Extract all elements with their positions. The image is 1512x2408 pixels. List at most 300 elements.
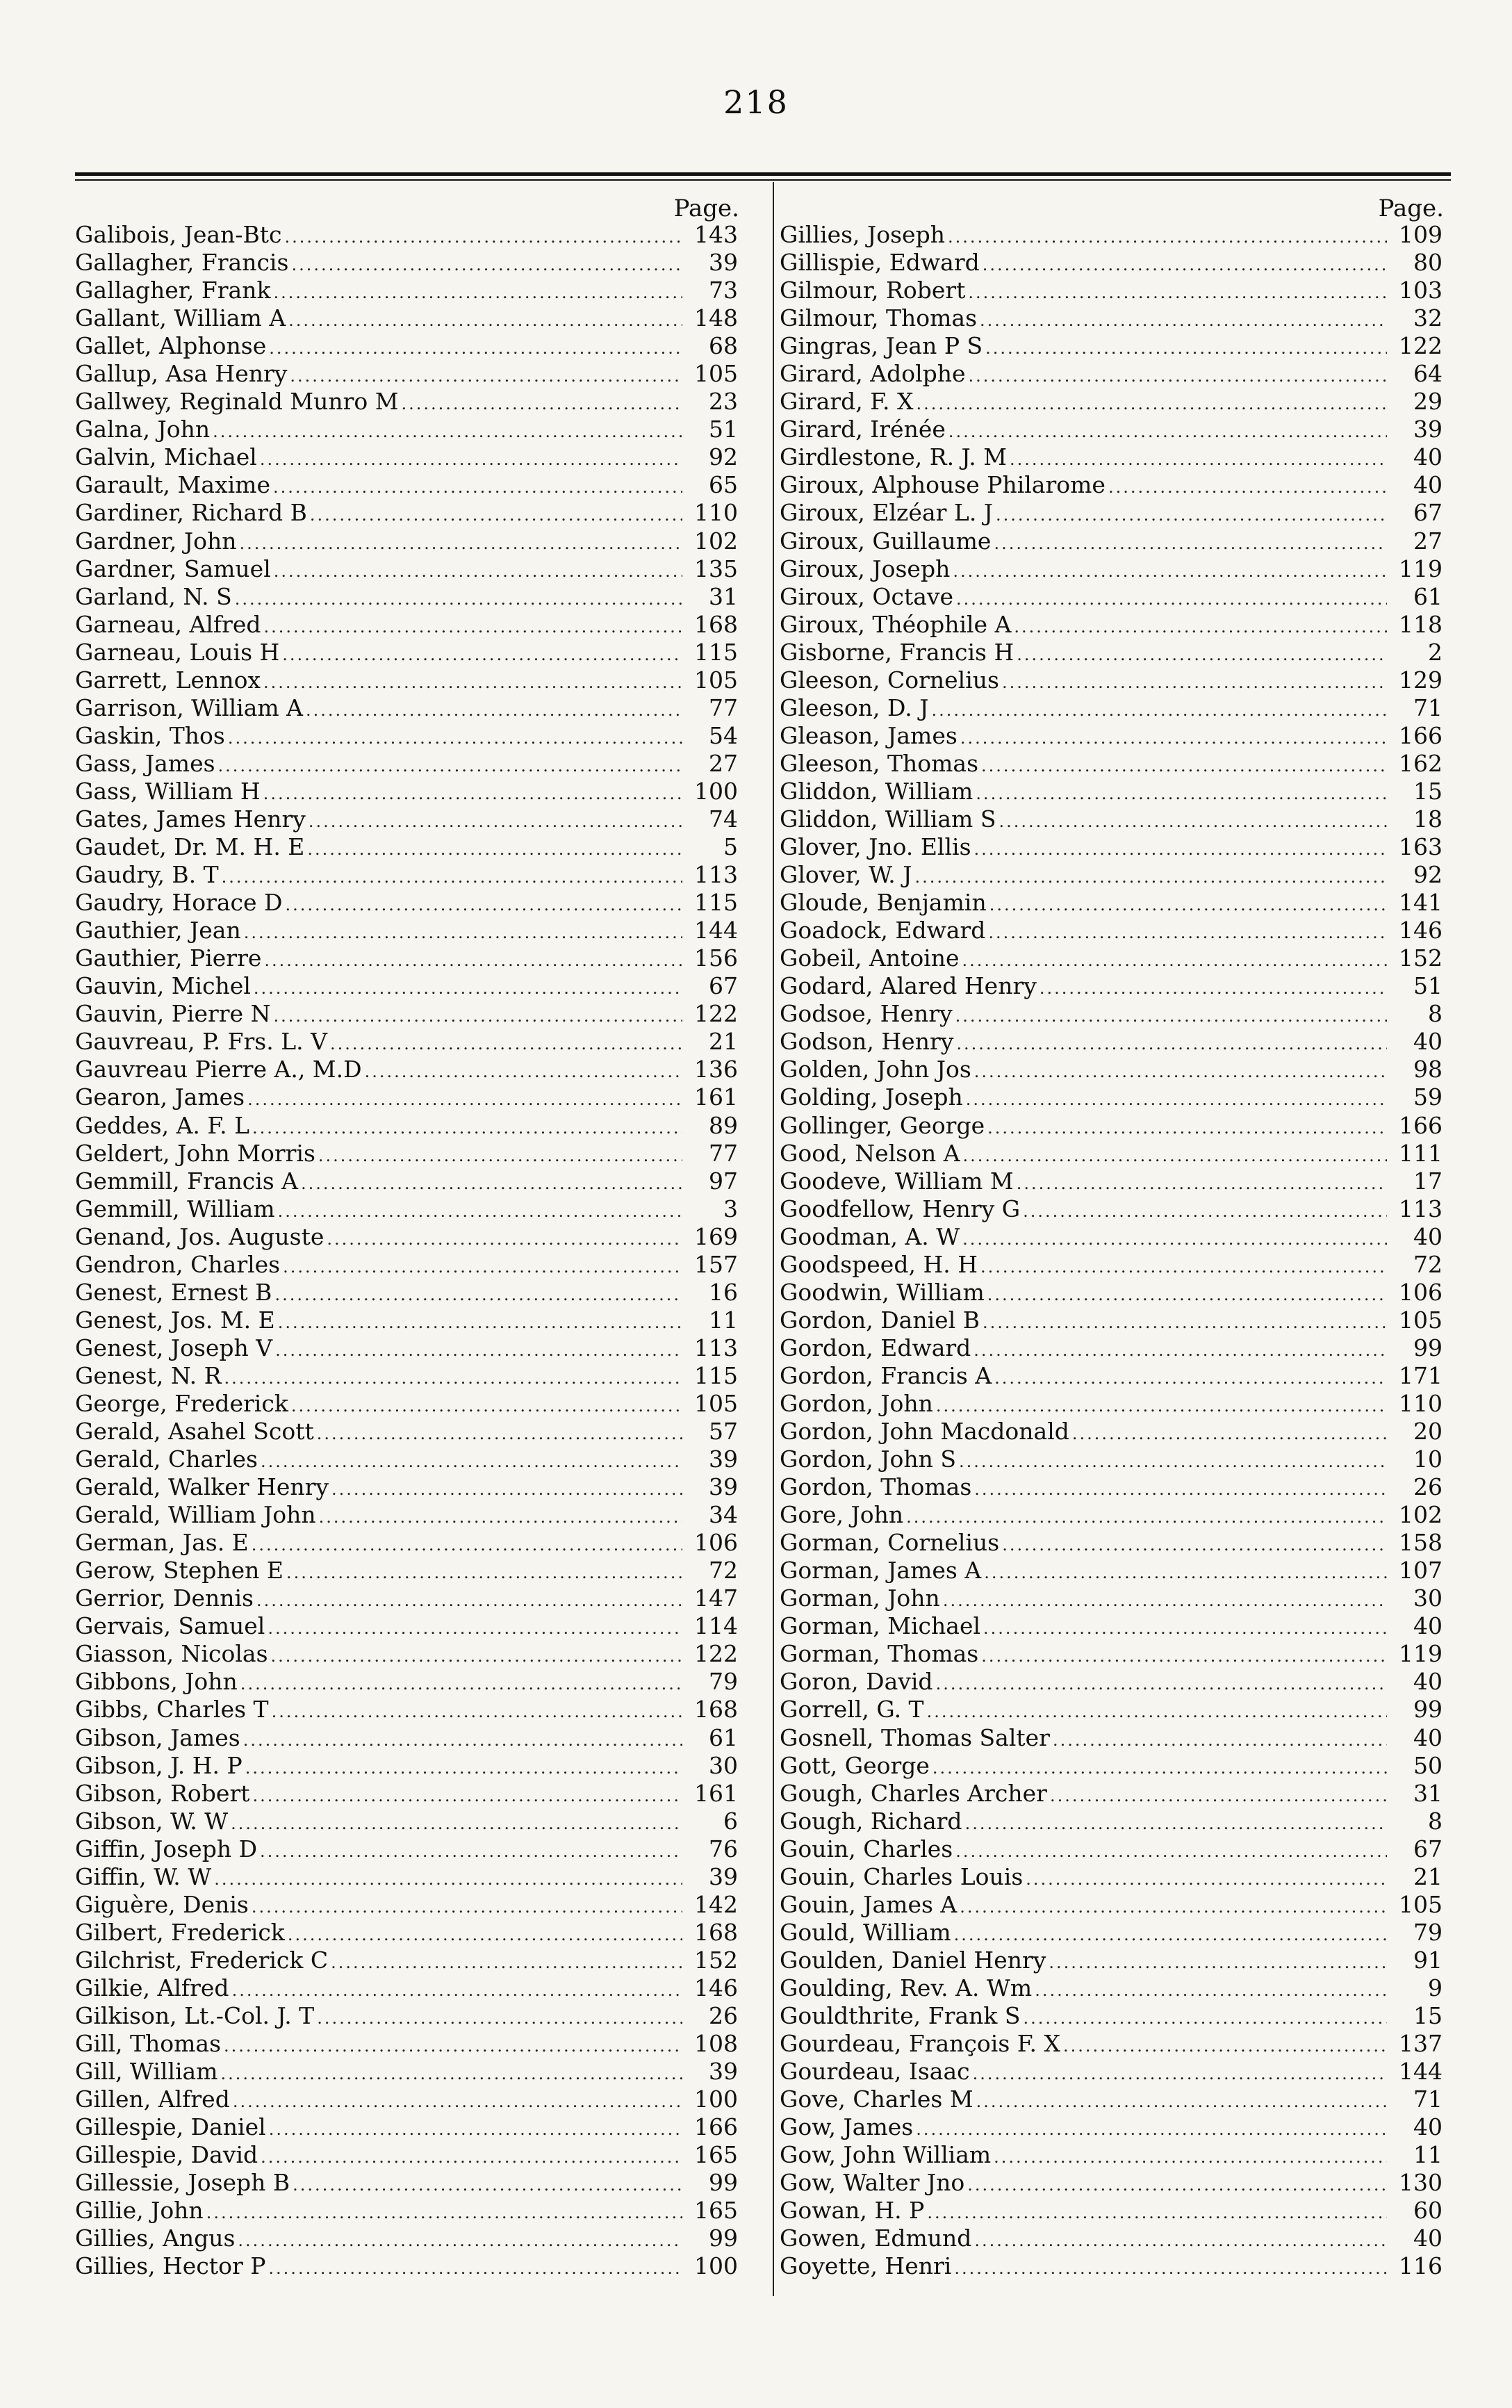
entry-name: Gaudry, Horace D — [75, 889, 283, 917]
entry-page-number: 39 — [709, 249, 738, 277]
entry-name: Giffin, Joseph D — [75, 1835, 258, 1862]
dot-leader — [264, 613, 682, 639]
index-entry — [780, 1891, 1447, 1919]
entry-name: Galvin, Michael — [75, 443, 257, 471]
index-entry — [75, 1140, 742, 1168]
entry-name: Gauvin, Pierre N — [75, 1000, 271, 1028]
entry-page-number: 168 — [694, 1918, 738, 1946]
entry-name: Gorman, John — [780, 1584, 940, 1612]
dot-leader — [914, 863, 1387, 889]
entry-page-number: 89 — [709, 1111, 738, 1139]
dot-leader — [224, 1364, 682, 1390]
entry-name: Garneau, Louis H — [75, 638, 280, 666]
dot-leader — [206, 2199, 682, 2225]
index-entry — [780, 833, 1447, 861]
index-entry — [75, 1279, 742, 1307]
entry-page-number: 51 — [1413, 972, 1443, 1000]
entry-name: Gauvreau Pierre A., M.D — [75, 1056, 362, 1083]
index-entry — [780, 1168, 1447, 1195]
index-entry — [780, 944, 1447, 972]
entry-name: Gisborne, Francis H — [780, 638, 1014, 666]
index-entry — [780, 2141, 1447, 2169]
entry-page-number: 79 — [709, 1668, 738, 1696]
dot-leader — [948, 418, 1387, 443]
dot-leader — [238, 2227, 682, 2252]
entry-name: Gallagher, Francis — [75, 249, 289, 277]
dot-leader — [402, 390, 682, 416]
entry-name: Gilmour, Thomas — [780, 304, 978, 332]
dot-leader — [245, 1754, 682, 1780]
entry-page-number: 106 — [1399, 1278, 1443, 1306]
entry-name: Gervais, Samuel — [75, 1612, 265, 1640]
index-entry — [75, 611, 742, 639]
entry-page-number: 21 — [1413, 1862, 1443, 1890]
entry-page-number: 40 — [1413, 1723, 1443, 1751]
index-entry — [75, 861, 742, 889]
entry-name: Goodfellow, Henry G — [780, 1195, 1021, 1222]
entry-page-number: 152 — [694, 1946, 738, 1974]
entry-page-number: 147 — [694, 1584, 738, 1612]
entry-page-number: 40 — [1413, 471, 1443, 499]
dot-leader — [994, 530, 1387, 555]
index-entry — [780, 1362, 1447, 1390]
entry-name: Gerrior, Dennis — [75, 1584, 254, 1612]
entry-name: Gallant, William A — [75, 304, 286, 332]
entry-page-number: 118 — [1399, 610, 1443, 638]
entry-name: Geldert, John Morris — [75, 1139, 315, 1167]
entry-name: Gorman, Thomas — [780, 1640, 979, 1668]
dot-leader — [260, 445, 682, 471]
dot-leader — [980, 1253, 1387, 1279]
dot-leader — [936, 1670, 1387, 1696]
entry-name: Gass, William H — [75, 777, 261, 805]
entry-page-number: 102 — [694, 527, 738, 555]
index-entry — [75, 583, 742, 611]
entry-page-number: 116 — [1399, 2252, 1443, 2280]
index-entry — [75, 1752, 742, 1780]
entry-page-number: 91 — [1413, 1946, 1443, 1974]
entry-page-number: 100 — [694, 2252, 738, 2280]
entry-name: Gingras, Jean P S — [780, 332, 983, 360]
entry-page-number: 105 — [1399, 1890, 1443, 1918]
entry-name: Gilkison, Lt.-Col. J. T — [75, 2002, 315, 2029]
dot-leader — [256, 1587, 682, 1612]
dot-leader — [261, 2143, 682, 2169]
index-column-left — [75, 195, 742, 2280]
entry-page-number: 23 — [709, 388, 738, 416]
dot-leader — [247, 1086, 682, 1111]
index-entry — [75, 666, 742, 694]
index-entry — [75, 2225, 742, 2252]
index-entry — [780, 2197, 1447, 2225]
dot-leader — [1053, 1726, 1387, 1752]
dot-leader — [268, 1614, 682, 1640]
index-entry — [780, 1919, 1447, 1947]
entry-name: Giroux, Joseph — [780, 555, 951, 582]
entry-name: Gemmill, Francis A — [75, 1167, 299, 1195]
dot-leader — [967, 2171, 1387, 2197]
dot-leader — [221, 2060, 682, 2086]
entry-name: Gauvreau, P. Frs. L. V — [75, 1028, 327, 1056]
index-entry — [780, 1696, 1447, 1723]
dot-leader — [278, 1197, 682, 1223]
index-entry — [75, 499, 742, 527]
dot-leader — [365, 1058, 682, 1083]
dot-leader — [301, 1170, 682, 1195]
index-entry — [75, 1529, 742, 1557]
entry-page-number: 3 — [723, 1195, 738, 1222]
dot-leader — [233, 2088, 682, 2113]
dot-leader — [228, 724, 682, 750]
entry-page-number: 15 — [1413, 2002, 1443, 2029]
index-entry — [75, 416, 742, 443]
index-entry — [75, 360, 742, 388]
entry-page-number: 111 — [1399, 1139, 1443, 1167]
entry-name: Gillespie, David — [75, 2141, 258, 2169]
dot-leader — [244, 919, 682, 944]
index-entry — [780, 1445, 1447, 1473]
entry-name: Girard, F. X — [780, 388, 914, 416]
entry-name: Glover, W. J — [780, 861, 912, 889]
entry-name: Giroux, Alphouse Philarome — [780, 471, 1106, 499]
entry-page-number: 40 — [1413, 443, 1443, 471]
entry-name: Gordon, Thomas — [780, 1473, 972, 1501]
index-entry — [75, 527, 742, 555]
entry-name: Giffin, W. W — [75, 1862, 212, 1890]
index-entry — [75, 1473, 742, 1501]
entry-page-number: 105 — [694, 666, 738, 694]
index-entry — [75, 1835, 742, 1863]
entry-page-number: 27 — [1413, 527, 1443, 555]
entry-name: Gordon, John Macdonald — [780, 1418, 1069, 1445]
entry-name: Gouin, Charles Louis — [780, 1862, 1024, 1890]
entry-name: Gilbert, Frederick — [75, 1918, 285, 1946]
dot-leader — [983, 1614, 1387, 1640]
index-entry — [780, 1028, 1447, 1056]
entry-page-number: 39 — [709, 1445, 738, 1473]
entry-page-number: 40 — [1413, 1028, 1443, 1056]
entry-name: Gow, John William — [780, 2141, 992, 2169]
index-entry — [75, 2030, 742, 2058]
index-entry — [780, 1000, 1447, 1028]
dot-leader — [1026, 1865, 1387, 1891]
dot-leader — [965, 1810, 1387, 1835]
entry-name: Gordon, John — [780, 1389, 933, 1417]
dot-leader — [1017, 1170, 1387, 1195]
index-entry — [75, 1919, 742, 1947]
index-entry — [780, 1529, 1447, 1557]
index-entry — [75, 332, 742, 360]
entry-page-number: 103 — [1399, 277, 1443, 304]
entry-page-number: 148 — [694, 304, 738, 332]
dot-leader — [988, 919, 1387, 944]
entry-page-number: 2 — [1428, 638, 1443, 666]
index-entry — [75, 1028, 742, 1056]
entry-page-number: 156 — [694, 944, 738, 972]
index-entry — [75, 972, 742, 1000]
entry-page-number: 98 — [1413, 1056, 1443, 1083]
entry-page-number: 162 — [1399, 749, 1443, 777]
entry-name: Genand, Jos. Auguste — [75, 1222, 324, 1250]
index-entry — [75, 1083, 742, 1111]
entry-page-number: 73 — [709, 277, 738, 304]
entry-name: Gibson, W. W — [75, 1807, 229, 1835]
entry-name: Gleeson, Cornelius — [780, 666, 999, 694]
index-entry — [75, 2113, 742, 2141]
dot-leader — [962, 1225, 1387, 1251]
dot-leader — [954, 2254, 1387, 2280]
entry-name: Gleeson, D. J — [780, 694, 929, 721]
entry-page-number: 9 — [1428, 1974, 1443, 2001]
entry-page-number: 6 — [723, 1807, 738, 1835]
entry-name: Gordon, Francis A — [780, 1361, 992, 1389]
dot-leader — [1023, 2004, 1387, 2030]
dot-leader — [974, 2227, 1387, 2252]
index-entry — [75, 1334, 742, 1362]
entry-name: Gillen, Alfred — [75, 2086, 230, 2113]
dot-leader — [973, 2060, 1387, 2086]
entry-name: Gleason, James — [780, 721, 958, 749]
entry-name: Garneau, Alfred — [75, 610, 261, 638]
dot-leader — [282, 641, 682, 666]
index-entry — [780, 2225, 1447, 2252]
entry-name: Gosnell, Thomas Salter — [780, 1723, 1050, 1751]
index-entry — [780, 416, 1447, 443]
dot-leader — [999, 808, 1387, 833]
entry-page-number: 168 — [694, 610, 738, 638]
entry-name: Gardiner, Richard B — [75, 499, 307, 527]
index-entry — [75, 249, 742, 277]
dot-leader — [981, 1642, 1387, 1668]
entry-name: Gorman, James A — [780, 1557, 982, 1584]
entry-page-number: 102 — [1399, 1501, 1443, 1529]
index-entry — [75, 1557, 742, 1584]
entry-name: Giroux, Guillaume — [780, 527, 992, 555]
entry-page-number: 64 — [1413, 360, 1443, 388]
dot-leader — [976, 780, 1387, 805]
dot-leader — [932, 696, 1388, 722]
index-entry — [780, 471, 1447, 499]
dot-leader — [981, 752, 1387, 778]
entry-name: Garault, Maxime — [75, 471, 270, 499]
entry-page-number: 135 — [694, 555, 738, 582]
dot-leader — [243, 1726, 682, 1752]
dot-leader — [969, 362, 1387, 388]
dot-leader — [968, 279, 1387, 304]
index-entry — [75, 1947, 742, 1974]
entry-name: Gardner, John — [75, 527, 237, 555]
index-entry — [75, 1668, 742, 1696]
entry-page-number: 74 — [709, 805, 738, 833]
index-entry — [75, 805, 742, 833]
index-entry — [780, 1724, 1447, 1752]
dot-leader — [960, 724, 1387, 750]
dot-leader — [285, 891, 682, 917]
index-entry — [780, 221, 1447, 249]
entry-name: Gaudet, Dr. M. H. E — [75, 833, 305, 861]
entry-name: Golden, John Jos — [780, 1056, 971, 1083]
entry-name: Golding, Joseph — [780, 1083, 963, 1111]
index-entry — [780, 2002, 1447, 2030]
entry-page-number: 27 — [709, 749, 738, 777]
dot-leader — [1035, 1976, 1387, 2002]
index-entry — [780, 1334, 1447, 1362]
entry-name: Gillies, Hector P — [75, 2252, 266, 2280]
dot-leader — [331, 1475, 682, 1501]
index-entry — [75, 917, 742, 944]
entry-page-number: 97 — [709, 1167, 738, 1195]
dot-leader — [996, 501, 1387, 527]
dot-leader — [291, 251, 682, 277]
header-rule-thick — [75, 172, 1451, 176]
entry-page-number: 166 — [1399, 721, 1443, 749]
dot-leader — [1063, 2032, 1387, 2058]
entry-page-number: 11 — [1413, 2141, 1443, 2169]
entry-page-number: 5 — [723, 833, 738, 861]
entry-name: Gerald, William John — [75, 1501, 316, 1529]
entry-page-number: 68 — [709, 332, 738, 360]
entry-name: Gorrell, G. T — [780, 1696, 924, 1723]
entry-page-number: 51 — [709, 416, 738, 443]
entry-name: Gorman, Michael — [780, 1612, 981, 1640]
entry-page-number: 109 — [1399, 221, 1443, 248]
entry-name: Gallup, Asa Henry — [75, 360, 288, 388]
entry-page-number: 115 — [694, 1361, 738, 1389]
index-entry — [75, 1362, 742, 1390]
dot-leader — [987, 1114, 1387, 1140]
index-entry — [780, 722, 1447, 750]
index-entry — [780, 805, 1447, 833]
dot-leader — [240, 1670, 682, 1696]
entry-page-number: 11 — [709, 1306, 738, 1334]
entry-name: Gibson, J. H. P — [75, 1751, 243, 1779]
dot-leader — [1010, 445, 1387, 471]
entry-name: Gliddon, William S — [780, 805, 996, 833]
dot-leader — [954, 1921, 1387, 1947]
dot-leader — [309, 808, 682, 833]
entry-page-number: 141 — [1399, 889, 1443, 917]
index-entry — [75, 1056, 742, 1083]
index-entry — [780, 1195, 1447, 1223]
entry-name: Gemmill, William — [75, 1195, 275, 1222]
entry-name: Gillies, Angus — [75, 2225, 236, 2252]
index-entry — [75, 722, 742, 750]
entry-name: Gaudry, B. T — [75, 861, 219, 889]
entry-name: Gourdeau, François F. X — [780, 2030, 1060, 2058]
entry-page-number: 39 — [709, 1473, 738, 1501]
index-entry — [75, 1000, 742, 1028]
entry-page-number: 61 — [1413, 582, 1443, 610]
dot-leader — [916, 390, 1387, 416]
index-entry — [780, 1390, 1447, 1418]
entry-page-number: 30 — [709, 1751, 738, 1779]
index-entry — [780, 1947, 1447, 1974]
index-entry — [780, 1752, 1447, 1780]
entry-page-number: 10 — [1413, 1445, 1443, 1473]
entry-page-number: 105 — [694, 360, 738, 388]
dot-leader — [927, 2199, 1387, 2225]
dot-leader — [232, 1976, 682, 2002]
entry-page-number: 31 — [709, 582, 738, 610]
dot-leader — [994, 1364, 1387, 1390]
entry-page-number: 39 — [1413, 416, 1443, 443]
entry-page-number: 110 — [1399, 1389, 1443, 1417]
index-entry — [75, 1696, 742, 1723]
dot-leader — [252, 1114, 682, 1140]
entry-page-number: 21 — [709, 1028, 738, 1056]
dot-leader — [293, 2171, 682, 2197]
dot-leader — [291, 1392, 682, 1418]
dot-leader — [989, 891, 1387, 917]
entry-name: Gillies, Joseph — [780, 221, 945, 248]
index-entry — [780, 388, 1447, 416]
entry-page-number: 108 — [694, 2030, 738, 2058]
entry-page-number: 40 — [1413, 1668, 1443, 1696]
entry-name: Gow, James — [780, 2113, 914, 2141]
entry-name: Gill, William — [75, 2058, 218, 2086]
index-entry — [75, 1891, 742, 1919]
entry-name: Goron, David — [780, 1668, 933, 1696]
entry-name: Gordon, John S — [780, 1445, 956, 1473]
entry-page-number: 113 — [1399, 1195, 1443, 1222]
entry-name: Gouldthrite, Frank S — [780, 2002, 1021, 2029]
entry-page-number: 59 — [1413, 1083, 1443, 1111]
index-entry — [780, 2113, 1447, 2141]
index-entry — [75, 2058, 742, 2086]
dot-leader — [284, 223, 682, 249]
entry-name: Gibbons, John — [75, 1668, 238, 1696]
index-entry — [780, 583, 1447, 611]
index-entry — [75, 277, 742, 304]
index-entry — [75, 694, 742, 722]
dot-leader — [286, 1559, 682, 1584]
entry-name: Goodman, A. W — [780, 1222, 960, 1250]
entry-page-number: 119 — [1399, 555, 1443, 582]
index-entry — [75, 2002, 742, 2030]
entry-page-number: 165 — [694, 2197, 738, 2225]
dot-leader — [983, 1309, 1387, 1334]
entry-page-number: 152 — [1399, 944, 1443, 972]
dot-leader — [331, 1949, 682, 1974]
dot-leader — [927, 1698, 1387, 1723]
index-entry — [75, 2086, 742, 2113]
index-entry — [75, 1808, 742, 1835]
dot-leader — [994, 2143, 1387, 2169]
index-entry — [780, 1640, 1447, 1668]
dot-leader — [948, 223, 1387, 249]
entry-page-number: 143 — [694, 221, 738, 248]
dot-leader — [974, 835, 1387, 861]
dot-leader — [963, 1142, 1387, 1168]
entry-page-number: 8 — [1428, 1807, 1443, 1835]
dot-leader — [252, 1893, 682, 1919]
entry-page-number: 60 — [1413, 2197, 1443, 2225]
index-entry — [780, 527, 1447, 555]
entry-name: Gardner, Samuel — [75, 555, 271, 582]
column-header-page: Page. — [673, 195, 739, 222]
dot-leader — [269, 334, 682, 360]
entry-name: Gould, William — [780, 1918, 951, 1946]
dot-leader — [231, 1810, 682, 1835]
entry-name: Giroux, Elzéar L. J — [780, 499, 994, 527]
index-entry — [780, 1808, 1447, 1835]
entry-name: Gaskin, Thos — [75, 721, 225, 749]
entry-name: Good, Nelson A — [780, 1139, 960, 1167]
index-entry — [75, 1640, 742, 1668]
dot-leader — [263, 780, 682, 805]
entry-name: Gerald, Walker Henry — [75, 1473, 329, 1501]
dot-leader — [330, 1030, 682, 1056]
